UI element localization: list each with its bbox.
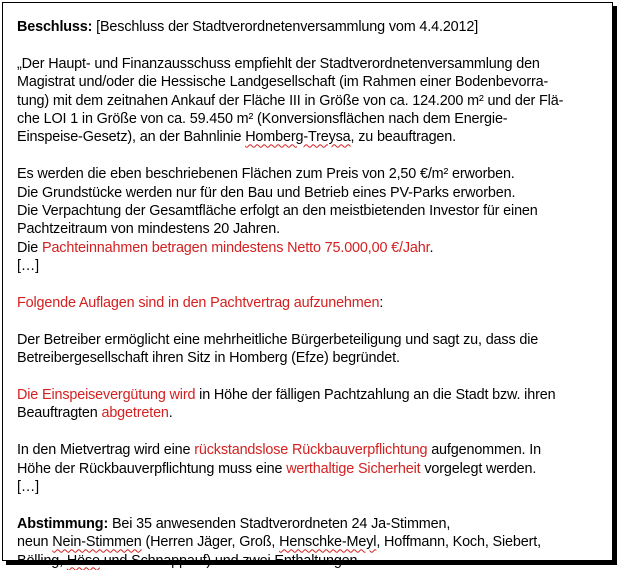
feed-in-line — [17, 404, 609, 422]
assigned-highlight: abgetreten — [101, 405, 169, 422]
spacer — [17, 36, 609, 54]
lease-text: aufgenommen. In — [427, 442, 541, 459]
vote-line — [17, 552, 609, 570]
spacer — [17, 147, 609, 165]
spacer — [17, 312, 609, 330]
vote-text: (Herren Jäger, Groß, — [141, 534, 280, 551]
quote-line: che LOI 1 in Größe von ca. 59.450 m² (Konversionsflächen nach dem Energie- — [17, 111, 508, 128]
auflagen-colon: : — [379, 295, 384, 312]
spacer — [17, 276, 609, 294]
feed-in-paragraph — [17, 386, 609, 423]
purchase-line: Die Grundstücke werden nur für den Bau und Betrieb eines PV-Parks erworben. — [17, 184, 516, 201]
beschluss-line — [17, 18, 609, 36]
vote-text: Bölling, — [17, 552, 67, 569]
auflagen-highlight: Folgende Auflagen sind in den Pachtvertrag aufzunehmen — [17, 295, 380, 312]
lease-text: vorgelegt werden. — [420, 460, 537, 477]
spacer — [17, 368, 609, 386]
ellipsis: […] — [17, 258, 39, 275]
feed-in-highlight: Die Einspeisevergütung wird — [17, 387, 196, 404]
quote-line: tung) mit dem zeitnahen Ankauf der Fläche III in Größe von ca. 124.200 m² und der Flä- — [17, 92, 564, 109]
name-hoese: Höse — [66, 552, 100, 569]
purchase-text: Die — [17, 239, 42, 256]
quote-line: „Der Haupt- und Finanzausschuss empfiehlt der Stadtverordnetenversammlung den — [17, 55, 540, 72]
purchase-line: Pachtzeitraum von mindestens 20 Jahren. — [17, 221, 280, 238]
spacer — [17, 423, 609, 441]
beschluss-text: [Beschluss der Stadtverordnetenversammlung vom 4.4.2012] — [92, 19, 479, 35]
purchase-line: Es werden die eben beschriebenen Flächen zum Preis von 2,50 €/m² erworben. — [17, 166, 515, 183]
document-body — [17, 18, 609, 570]
lease-line — [17, 441, 609, 459]
vote-paragraph — [17, 515, 609, 570]
operator-paragraph — [17, 331, 609, 368]
spacer — [17, 496, 609, 514]
quote-line: Magistrat und/oder die Hessische Landgesellschaft (im Rahmen einer Bodenbevorra- — [17, 74, 549, 91]
feed-in-text: . — [168, 405, 173, 422]
ellipsis: […] — [17, 479, 39, 496]
place-homberg-treysa: Homberg-Treysa — [245, 129, 351, 146]
lease-income-highlight: Pachteinnahmen betragen mindestens Netto 75.000,00 €/Jahr — [42, 239, 430, 256]
vote-label: Abstimmung: — [17, 515, 109, 532]
feed-in-line — [17, 386, 609, 404]
document-frame — [2, 2, 613, 569]
lease-paragraph — [17, 441, 609, 496]
operator-line: Der Betreiber ermöglicht eine mehrheitliche Bürgerbeteiligung und sagt zu, dass die — [17, 331, 539, 348]
dismantling-obligation-highlight: rückstandslose Rückbauverpflichtung — [194, 442, 428, 459]
quote-text: Einspeise-Gesetz), an der Bahnlinie — [17, 129, 246, 146]
security-highlight: werthaltige Sicherheit — [286, 460, 421, 477]
vote-text: , Hoffmann, Koch, Siebert, — [376, 534, 541, 551]
feed-in-text: in Höhe der fälligen Pachtzahlung an die Stadt bzw. ihren — [195, 387, 556, 404]
beschluss-label: Beschluss: — [17, 19, 93, 35]
purchase-paragraph — [17, 165, 609, 275]
lease-text: Höhe der Rückbauverpflichtung muss eine — [17, 460, 287, 477]
name-henschke-meyl: Henschke-Meyl — [279, 534, 377, 551]
lease-text: In den Mietvertrag wird eine — [17, 442, 195, 459]
quote-paragraph — [17, 55, 609, 147]
purchase-text: . — [429, 239, 434, 256]
quote-line — [17, 128, 609, 146]
operator-line: Betreibergesellschaft ihren Sitz in Homberg (Efze) begründet. — [17, 350, 400, 367]
nein-stimmen-word: Nein-Stimmen — [52, 534, 142, 551]
feed-in-text: Beauftragten — [17, 405, 102, 422]
auflagen-heading — [17, 294, 609, 312]
vote-text: Bei 35 anwesenden Stadtverordneten 24 Ja-Stimmen, — [108, 515, 451, 532]
vote-text: neun — [17, 534, 53, 551]
purchase-line: Die Verpachtung der Gesamtfläche erfolgt an den meistbietenden Investor für einen — [17, 203, 538, 220]
purchase-line — [17, 239, 609, 257]
vote-line — [17, 515, 609, 533]
lease-line — [17, 460, 609, 478]
vote-line — [17, 533, 609, 551]
vote-text: und Schnappauf) und zwei Enthaltungen — [99, 552, 358, 569]
quote-text: , zu beauftragen. — [350, 129, 456, 146]
